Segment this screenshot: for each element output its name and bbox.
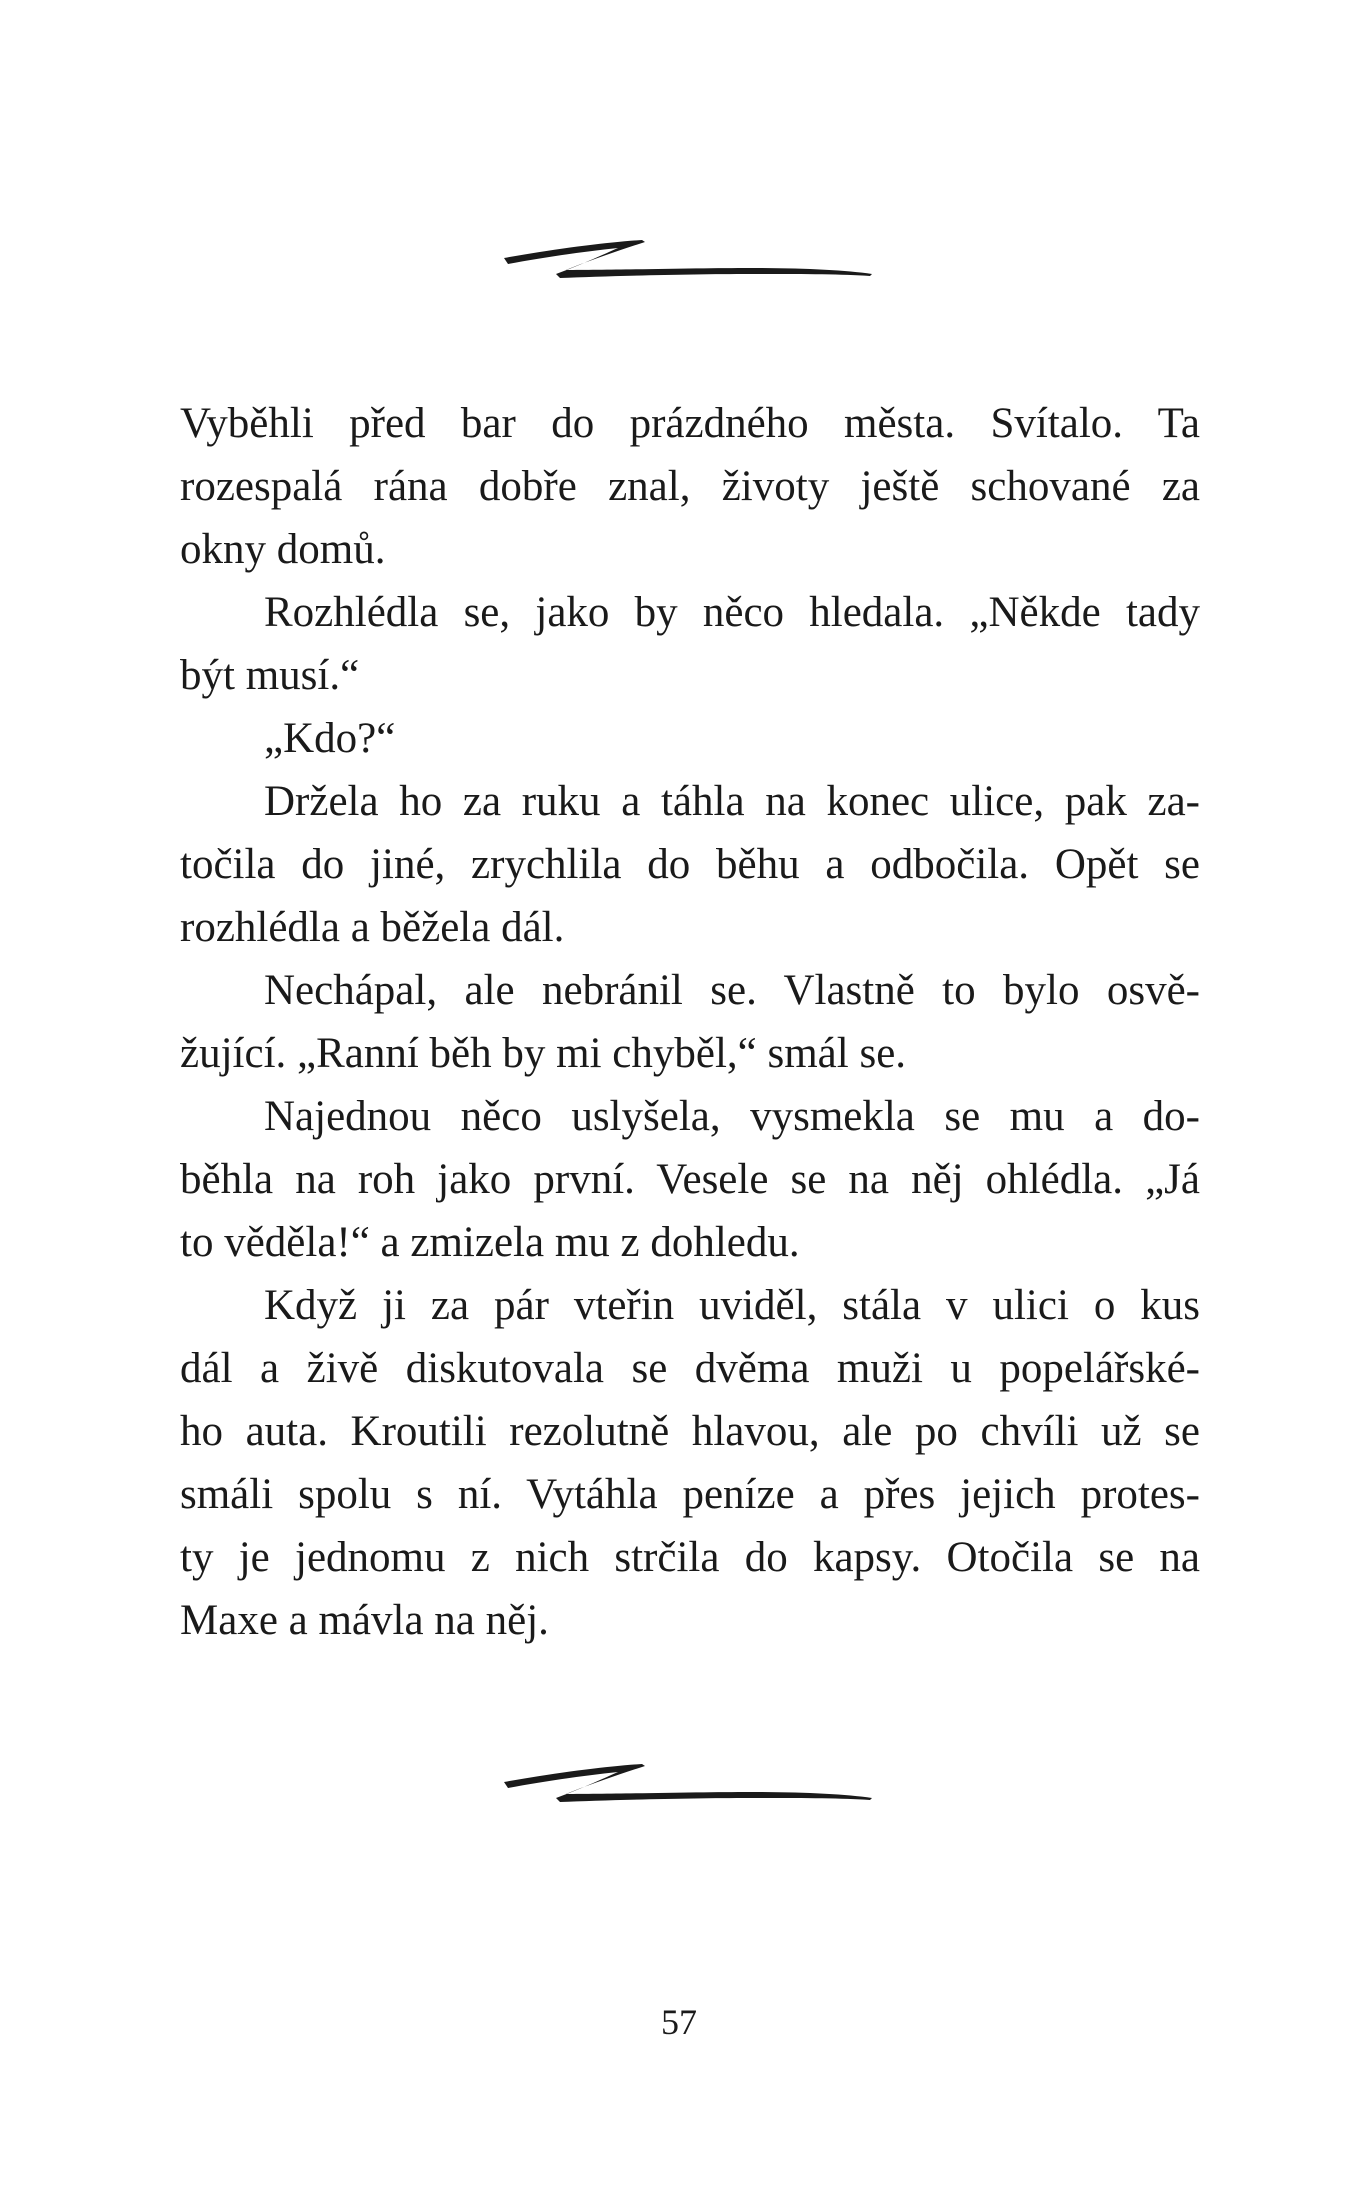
text-line: Najednou něco uslyšela, vysmekla se mu a do- xyxy=(264,1093,1200,1140)
text-line: „Kdo?“ xyxy=(264,715,396,762)
text-line: ho auta. Kroutili rezolutně hlavou, ale po chvíli už se xyxy=(180,1408,1200,1455)
text-line: být musí.“ xyxy=(180,652,360,699)
text-line: žující. „Ranní běh by mi chyběl,“ smál se. xyxy=(180,1030,907,1077)
text-line: Když ji za pár vteřin uviděl, stála v ulici o kus xyxy=(264,1282,1200,1329)
text-line: rozespalá rána dobře znal, životy ještě schované za xyxy=(180,463,1200,510)
text-line: ty je jednomu z nich strčila do kapsy. Otočila se na xyxy=(180,1534,1200,1581)
section-divider-ornament-bottom xyxy=(500,1752,880,1812)
section-divider-ornament-top xyxy=(500,228,880,288)
text-line: to věděla!“ a zmizela mu z dohledu. xyxy=(180,1219,800,1266)
text-line: dál a živě diskutovala se dvěma muži u popelářské- xyxy=(180,1345,1200,1392)
text-line: Maxe a mávla na něj. xyxy=(180,1597,549,1644)
body-text xyxy=(180,392,1200,1652)
text-line: rozhlédla a běžela dál. xyxy=(180,904,565,951)
text-line: Rozhlédla se, jako by něco hledala. „Někde tady xyxy=(264,589,1200,636)
text-line: okny domů. xyxy=(180,526,386,573)
text-line: Nechápal, ale nebránil se. Vlastně to bylo osvě- xyxy=(264,967,1200,1014)
page-number: 57 xyxy=(661,2002,697,2042)
text-line: běhla na roh jako první. Vesele se na něj ohlédla. „Já xyxy=(180,1156,1200,1203)
text-line: točila do jiné, zrychlila do běhu a odbočila. Opět se xyxy=(180,841,1200,888)
text-line: Vyběhli před bar do prázdného města. Svítalo. Ta xyxy=(180,400,1200,447)
text-line: smáli spolu s ní. Vytáhla peníze a přes jejich protes- xyxy=(180,1471,1200,1518)
text-line: Držela ho za ruku a táhla na konec ulice, pak za- xyxy=(264,778,1200,825)
